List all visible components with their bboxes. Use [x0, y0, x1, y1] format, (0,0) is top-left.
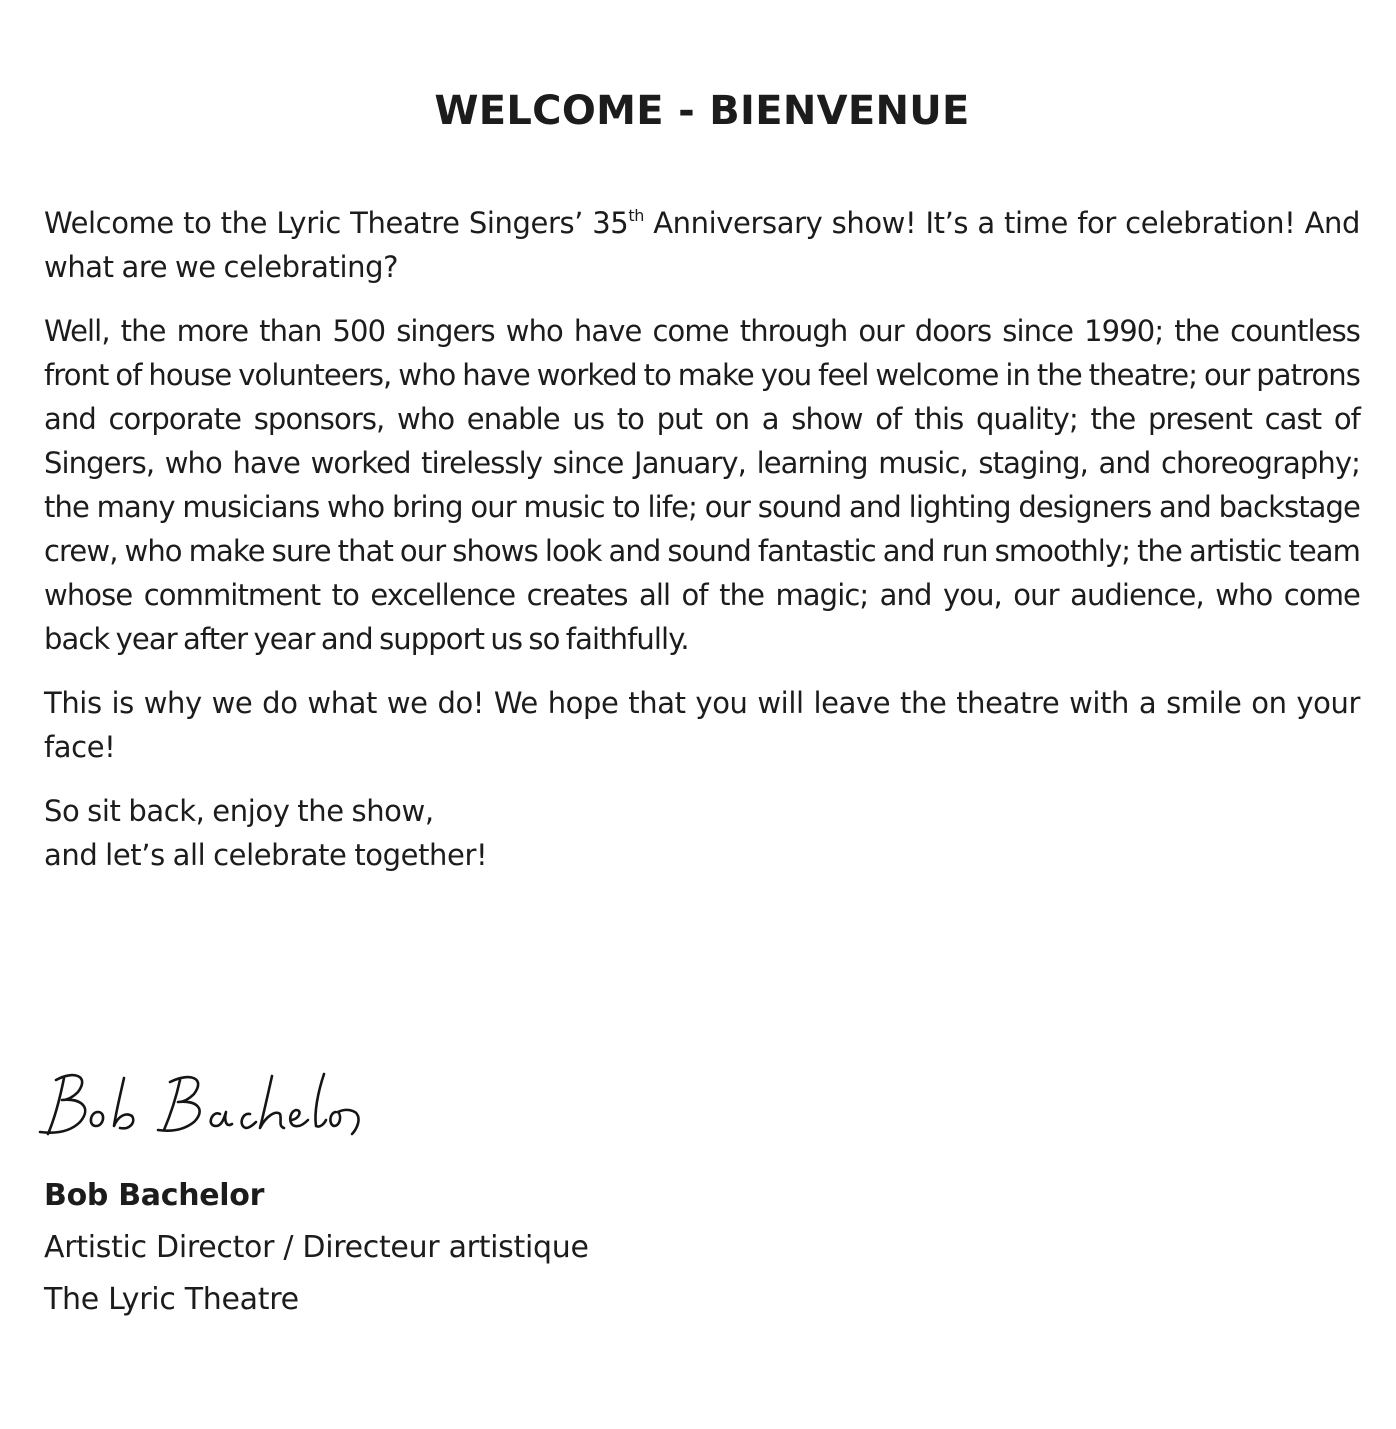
paragraph-intro [44, 201, 1360, 289]
paragraph-celebration-list: Well, the more than 500 singers who have come through our doors since 1990; the countless front of house volunteers, who have worked to make you feel welcome in the theatre; our patrons and corporate sponsors, who enable us to put on a show of this quality; the present cast of Singers, who have worked tirelessly since January, learning music, staging, and choreography; the many musicians who bring our music to life; our sound and lighting designers and backstage crew, who make sure that our shows look and sound fantastic and run smoothly; the artistic team whose commitment to excellence creates all of the magic; and you, our audience, who come back year after year and support us so faithfully. [44, 314, 1360, 656]
closing-line-1: So sit back, enjoy the show, [44, 794, 434, 828]
handwritten-signature [36, 1050, 376, 1150]
intro-text-end: Anniversary show! It’s a time for celebration! And what are we celebrating? [44, 206, 1360, 284]
closing-line-2: and let’s all celebrate together! [44, 838, 488, 872]
paragraph-why: This is why we do what we do! We hope that you will leave the theatre with a smile on your face! [44, 686, 1360, 764]
intro-text-start: Welcome to the Lyric Theatre Singers’ 35 [44, 206, 629, 240]
ordinal-suffix: th [628, 206, 644, 225]
signature-block [44, 1170, 589, 1326]
paragraph-closing [44, 789, 1360, 877]
signatory-name: Bob Bachelor [44, 1178, 265, 1213]
signatory-role: Artistic Director / Directeur artistique [44, 1230, 589, 1265]
page-title: WELCOME - BIENVENUE [434, 88, 970, 134]
signatory-organization: The Lyric Theatre [44, 1282, 299, 1317]
letter-body [44, 201, 1360, 897]
welcome-letter [44, 0, 1360, 1429]
